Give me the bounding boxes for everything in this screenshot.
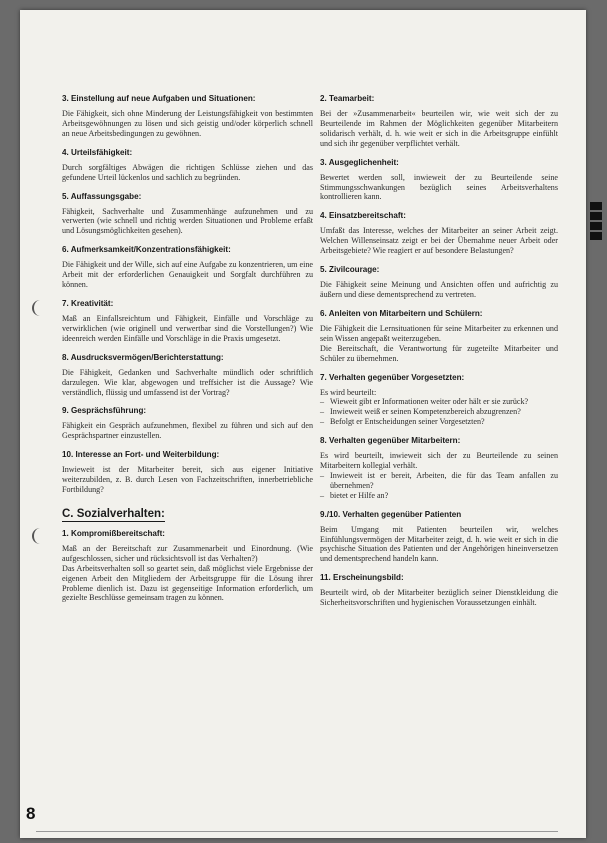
section-zivilcourage	[320, 265, 558, 300]
section-heading: 9./10. Verhalten gegenüber Patienten	[320, 509, 462, 519]
section-heading: 8. Verhalten gegenüber Mitarbeitern:	[320, 436, 461, 446]
section-text: Bei der »Zusammenarbeit« beurteilen wir, wie weit sich der zu Beurteilende im Rahmen der Möglichkeiten gegenüber Mitarbeitern solidarisch verhält, d. h. wie weit er sich in die Arbeitsgruppe einfühlt und sich ihr gegenüber verpflichtet verhält.	[320, 109, 558, 148]
section-patienten	[320, 510, 558, 565]
left-column	[62, 94, 313, 612]
list-item: – Inwieweit weiß er seinen Kompetenzbereich abzugrenzen?	[320, 407, 558, 417]
criteria-list	[320, 397, 558, 427]
edge-tab-marks	[586, 200, 606, 242]
section-vorgesetzte	[320, 373, 558, 428]
section-text: Bewertet werden soll, inwieweit der zu Beurteilende seine Stimmungsschwankungen bezüglich seines Arbeitsverhaltens kontrollieren kann.	[320, 172, 558, 202]
section-heading: 6. Aufmerksamkeit/Konzentrationsfähigkeit:	[62, 245, 231, 255]
section-einstellung	[62, 94, 313, 139]
section-text: Es wird beurteilt, inwieweit sich der zu Beurteilende zu seinen Mitarbeitern kollegial verhält.	[320, 451, 558, 471]
section-heading: 3. Ausgeglichenheit:	[320, 157, 399, 167]
bottom-divider	[36, 831, 558, 832]
section-aufmerksamkeit	[62, 245, 313, 290]
section-heading: 7. Verhalten gegenüber Vorgesetzten:	[320, 372, 465, 382]
section-heading: 6. Anleiten von Mitarbeitern und Schülern:	[320, 308, 483, 318]
section-text: Die Fähigkeit und der Wille, sich auf eine Aufgabe zu konzentrieren, um eine Arbeit mit der erforderlichen Genauigkeit und Sorgfalt durchführen zu können.	[62, 260, 313, 290]
list-item: – Befolgt er Entscheidungen seiner Vorgesetzten?	[320, 417, 558, 427]
section-text: Die Fähigkeit, sich ohne Minderung der Leistungsfähigkeit von bestimmten Arbeitsgewöhnungen zu lösen und sich geistig und/oder körperlich schnell an neue Arbeitsbedingungen zu gewöhnen.	[62, 109, 313, 138]
section-text: Maß an der Bereitschaft zur Zusammenarbeit und Einordnung. (Wie aufgeschlossen, sicher und rücksichtsvoll ist das Verhalten?) Das Arbeitsverhalten soll so geartet sein, daß möglichst viele Ergebnisse der eigenen Arbeit den Mitgliedern der Arbeitsgruppe für die Lösung ihrer Probleme dienlich ist. Dazu ist gegenseitige Information erforderlich, um gezielte Beschlüsse gemeinsam tragen zu können.	[62, 543, 313, 603]
section-heading: 9. Gesprächsführung:	[62, 406, 147, 416]
section-text: Inwieweit ist der Mitarbeiter bereit, sich aus eigener Initiative weiterzubilden, z. B. durch Lesen von Fachzeitschriften, innerbetriebliche Fortbildung?	[62, 465, 313, 495]
section-erscheinungsbild	[320, 573, 558, 608]
binder-hole-mark	[32, 300, 42, 316]
right-column	[320, 94, 558, 617]
list-item: – Inwieweit ist er bereit, Arbeiten, die für das Team anfallen zu übernehmen?	[320, 471, 558, 491]
section-kompromissbereitschaft	[62, 529, 313, 603]
binder-hole-mark	[32, 528, 42, 544]
section-gespraechsfuehrung	[62, 406, 313, 441]
list-item: – Wieweit gibt er Informationen weiter oder hält er sie zurück?	[320, 397, 558, 407]
page-number: 8	[26, 804, 36, 823]
section-text: Fähigkeit, Sachverhalte und Zusammenhänge aufzunehmen und zu verwerten (wie schnell und richtig werden Situationen und Probleme erfaßt und Lösungsmöglichkeiten gesehen).	[62, 206, 313, 236]
section-ausgeglichenheit	[320, 158, 558, 203]
section-text: Die Fähigkeit die Lernsituationen für seine Mitarbeiter zu erkennen und sein Wissen angepaßt weiterzugeben. Die Bereitschaft, die Verantwortung für zugeteilte Mitarbeiter und Schüler zu übernehmen.	[320, 323, 558, 363]
section-heading: 10. Interesse an Fort- und Weiterbildung:	[62, 450, 220, 460]
section-heading: 7. Kreativität:	[62, 298, 114, 308]
section-kreativitaet	[62, 299, 313, 344]
section-heading: 5. Auffassungsgabe:	[62, 191, 142, 201]
section-fortbildung	[62, 450, 313, 495]
section-teamarbeit	[320, 94, 558, 149]
section-text: Umfaßt das Interesse, welches der Mitarbeiter an seiner Arbeit zeigt. Welchen Willenseinsatz zeigt er bei der Übernahme neuer Arbeit oder Arbeitsgebiete? Wie reagiert er auf besondere Belastungen?	[320, 226, 558, 256]
section-auffassungsgabe	[62, 192, 313, 237]
section-heading: 1. Kompromißbereitschaft:	[62, 528, 165, 538]
section-heading: 4. Einsatzbereitschaft:	[320, 211, 406, 221]
section-heading: 8. Ausdrucksvermögen/Berichterstattung:	[62, 352, 224, 362]
section-einsatzbereitschaft	[320, 211, 558, 256]
section-text: Beim Umgang mit Patienten beurteilen wir, welches Einfühlungsvermögen der Mitarbeiter zeigt, d. h. wie weit er sich in die psychische Situation des Patienten und der Angehörigen hineinversetzen und dementsprechend handeln kann.	[320, 524, 558, 564]
section-heading: 11. Erscheinungsbild:	[320, 573, 404, 583]
list-item: – bietet er Hilfe an?	[320, 491, 558, 501]
section-heading: 4. Urteilsfähigkeit:	[62, 147, 133, 157]
section-text: Die Fähigkeit seine Meinung und Ansichten offen und aufrichtig zu äußern und diese dementsprechend zu vertreten.	[320, 280, 558, 299]
section-text: Fähigkeit ein Gespräch aufzunehmen, flexibel zu führen und sich auf den Gesprächspartner einzustellen.	[62, 421, 313, 441]
section-text: Die Fähigkeit, Gedanken und Sachverhalte mündlich oder schriftlich darzulegen. Wie klar, abgewogen und treffsicher ist die Aussage? Wie verständlich, flüssig und umfassend ist der Vortrag?	[62, 367, 313, 397]
criteria-list	[320, 471, 558, 501]
section-text: Beurteilt wird, ob der Mitarbeiter bezüglich seiner Dienstkleidung die Sicherheitsvorschriften und hygienischen Voraussetzungen einhält.	[320, 588, 558, 608]
section-text: Durch sorgfältiges Abwägen die richtigen Schlüsse ziehen und das gefundene Urteil lückenlos und sachlich zu begründen.	[62, 162, 313, 182]
chapter-title: C. Sozialverhalten:	[62, 507, 165, 520]
section-anleiten	[320, 309, 558, 364]
section-heading: 2. Teamarbeit:	[320, 94, 375, 103]
section-text: Maß an Einfallsreichtum und Fähigkeit, Einfälle und Vorschläge zu verwirklichen (wie originell und verwertbar sind die Vorstellungen?) Wie ideenreich werden Einfälle und Vorschläge in die Praxis umgesetzt.	[62, 313, 313, 343]
document-page	[20, 10, 586, 838]
section-urteilsfaehigkeit	[62, 148, 313, 183]
section-mitarbeiter	[320, 436, 558, 501]
section-text: Es wird beurteilt:	[320, 387, 377, 397]
section-ausdrucksvermoegen	[62, 353, 313, 398]
section-heading: 3. Einstellung auf neue Aufgaben und Situationen:	[62, 94, 256, 103]
section-heading: 5. Zivilcourage:	[320, 265, 380, 275]
